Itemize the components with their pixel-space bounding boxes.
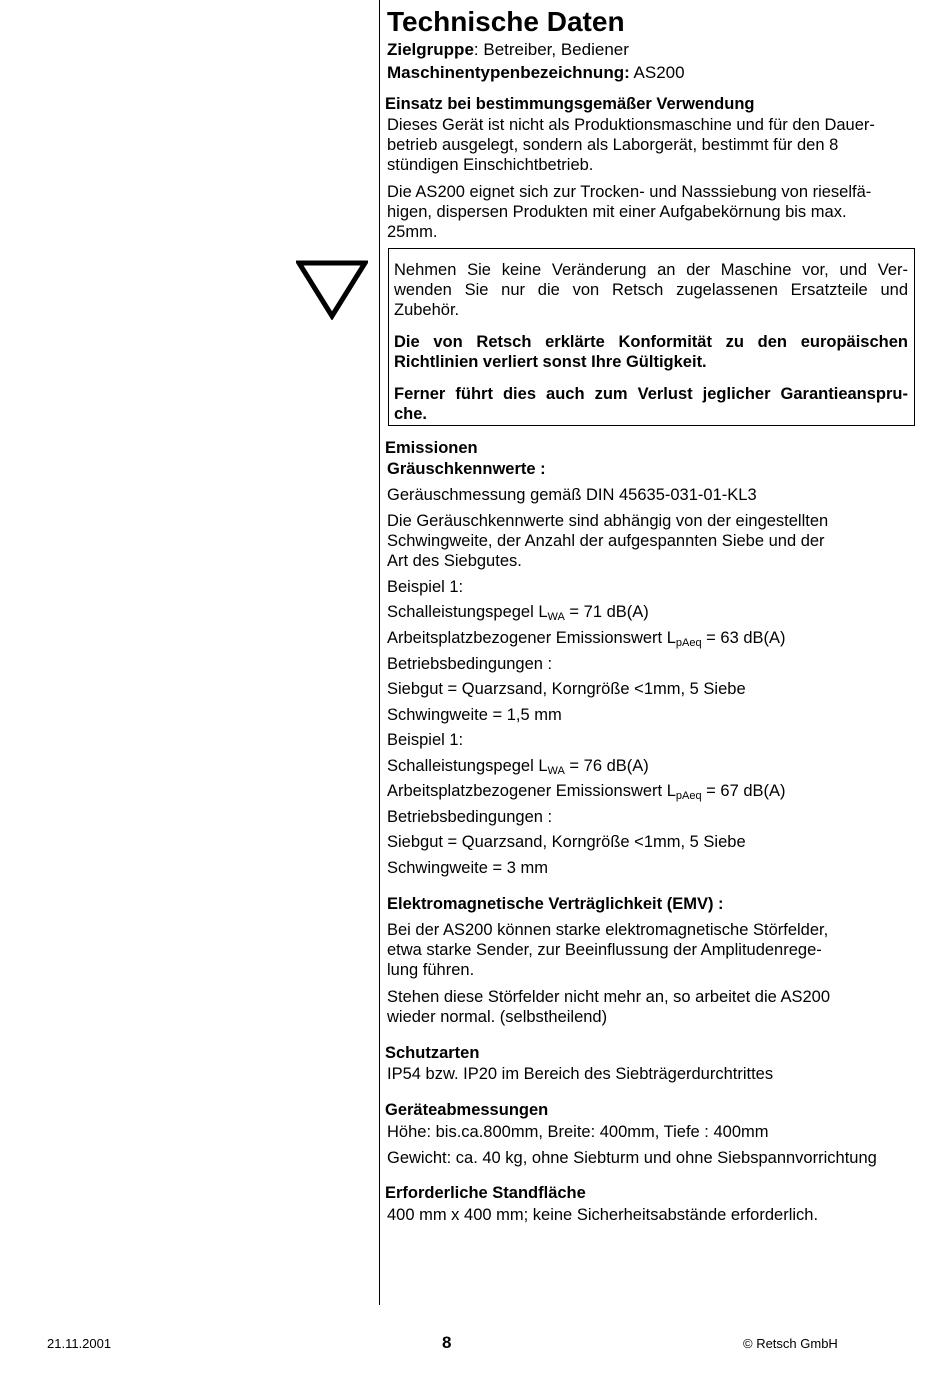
- einsatz-p2: [387, 182, 871, 242]
- siebgut-line: Siebgut = Quarzsand, Korngröße <1mm, 5 Siebe: [387, 833, 746, 851]
- betriebsbedingungen-label: Betriebsbedingungen :: [387, 808, 553, 826]
- beispiel-label: Beispiel 1:: [387, 731, 464, 749]
- lwa-subscript: WA: [547, 611, 565, 623]
- emv-heading: Elektromagnetische Verträglichkeit (EMV) :: [387, 895, 724, 913]
- text-line: Zubehör.: [394, 301, 460, 319]
- schutzarten-heading: Schutzarten: [385, 1044, 480, 1062]
- lpa-value: = 67 dB(A): [701, 782, 786, 800]
- emissionen-messung: Geräuschmessung gemäß DIN 45635-031-01-KL3: [387, 486, 757, 504]
- text-line: betrieb ausgelegt, sondern als Laborgerät, bestimmt für den 8: [387, 136, 839, 154]
- lwa-label: Schalleistungspegel L: [387, 603, 548, 621]
- zielgruppe-label: Zielgruppe: [387, 40, 474, 59]
- text-line: lung führen.: [387, 961, 475, 979]
- lpa-subscript: pAeq: [675, 790, 702, 802]
- footer-date: 21.11.2001: [47, 1336, 112, 1351]
- emissionen-subheading: Gräuschkennwerte :: [387, 460, 546, 478]
- footer-copyright: © Retsch GmbH: [743, 1336, 838, 1351]
- text-line: Bei der AS200 können starke elektromagnetische Störfelder,: [387, 921, 829, 939]
- maschine-label: Maschinentypenbezeichnung:: [387, 63, 630, 82]
- abmessungen-heading: Geräteabmessungen: [385, 1101, 549, 1119]
- schwingweite-line: Schwingweite = 1,5 mm: [387, 706, 562, 724]
- text-line: Die AS200 eignet sich zur Trocken- und Nasssiebung von rieselfä-: [387, 183, 872, 201]
- lwa-value: = 76 dB(A): [564, 757, 649, 775]
- standflaeche-text: 400 mm x 400 mm; keine Sicherheitsabstände erforderlich.: [387, 1206, 819, 1224]
- gewicht-line: Gewicht: ca. 40 kg, ohne Siebturm und ohne Siebspannvorrichtung: [387, 1149, 877, 1167]
- emv-p2: [387, 987, 830, 1027]
- einsatz-p1: [387, 115, 875, 175]
- text-line: Die Geräuschkennwerte sind abhängig von der eingestellten: [387, 512, 829, 530]
- text-line: 25mm.: [387, 223, 438, 241]
- abmessungen-line: Höhe: bis.ca.800mm, Breite: 400mm, Tiefe : 400mm: [387, 1123, 769, 1141]
- maschine-value: AS200: [629, 63, 685, 82]
- text-line: Art des Siebgutes.: [387, 552, 522, 570]
- text-line: etwa starke Sender, zur Beeinflussung der Amplitudenrege-: [387, 941, 822, 959]
- zielgruppe-value: : Betreiber, Bediener: [473, 40, 629, 59]
- siebgut-line: Siebgut = Quarzsand, Korngröße <1mm, 5 Siebe: [387, 680, 746, 698]
- warning-p2: [394, 332, 908, 372]
- warning-triangle-icon: [296, 260, 368, 320]
- emissionswert-line: [387, 781, 786, 801]
- lpa-label: Arbeitsplatzbezogener Emissionswert L: [387, 782, 676, 800]
- warning-p3: [394, 384, 908, 424]
- lwa-label: Schalleistungspegel L: [387, 757, 548, 775]
- emissionswert-line: [387, 628, 786, 648]
- text-line: wieder normal. (selbstheilend): [387, 1008, 608, 1026]
- emissionen-desc: [387, 511, 828, 571]
- page-number: 8: [442, 1333, 452, 1352]
- margin-rule: [379, 0, 380, 1305]
- standflaeche-heading: Erforderliche Standfläche: [385, 1184, 586, 1202]
- maschine-line: [387, 63, 685, 83]
- text-line: Ferner führt dies auch zum Verlust jeglicher Garantieanspru-: [394, 385, 908, 403]
- lwa-value: = 71 dB(A): [564, 603, 649, 621]
- lpa-subscript: pAeq: [675, 637, 702, 649]
- text-line: Richtlinien verliert sonst Ihre Gültigkeit.: [394, 353, 707, 371]
- text-line: Stehen diese Störfelder nicht mehr an, so arbeitet die AS200: [387, 988, 831, 1006]
- text-line: Nehmen Sie keine Veränderung an der Maschine vor, und Ver-: [394, 261, 908, 279]
- lpa-label: Arbeitsplatzbezogener Emissionswert L: [387, 629, 676, 647]
- emissionen-heading: Emissionen: [385, 439, 478, 457]
- text-line: che.: [394, 405, 428, 423]
- text-line: Die von Retsch erklärte Konformität zu den europäischen: [394, 333, 908, 351]
- page-title: Technische Daten: [387, 6, 625, 37]
- schutzarten-text: IP54 bzw. IP20 im Bereich des Siebträgerdurchtrittes: [387, 1065, 774, 1083]
- schalleistungspegel-line: [387, 602, 649, 622]
- text-line: higen, dispersen Produkten mit einer Aufgabekörnung bis max.: [387, 203, 847, 221]
- betriebsbedingungen-label: Betriebsbedingungen :: [387, 655, 553, 673]
- lpa-value: = 63 dB(A): [701, 629, 786, 647]
- text-line: wenden Sie nur die von Retsch zugelassenen Ersatzteile und: [394, 281, 908, 299]
- beispiel-label: Beispiel 1:: [387, 578, 464, 596]
- zielgruppe-line: [387, 40, 629, 60]
- einsatz-heading: Einsatz bei bestimmungsgemäßer Verwendung: [385, 95, 755, 113]
- text-line: stündigen Einschichtbetrieb.: [387, 156, 594, 174]
- emv-p1: [387, 920, 828, 980]
- warning-p1: [394, 260, 908, 320]
- text-line: Dieses Gerät ist nicht als Produktionsmaschine und für den Dauer-: [387, 116, 875, 134]
- schwingweite-line: Schwingweite = 3 mm: [387, 859, 548, 877]
- text-line: Schwingweite, der Anzahl der aufgespannten Siebe und der: [387, 532, 825, 550]
- lwa-subscript: WA: [547, 765, 565, 777]
- schalleistungspegel-line: [387, 756, 649, 776]
